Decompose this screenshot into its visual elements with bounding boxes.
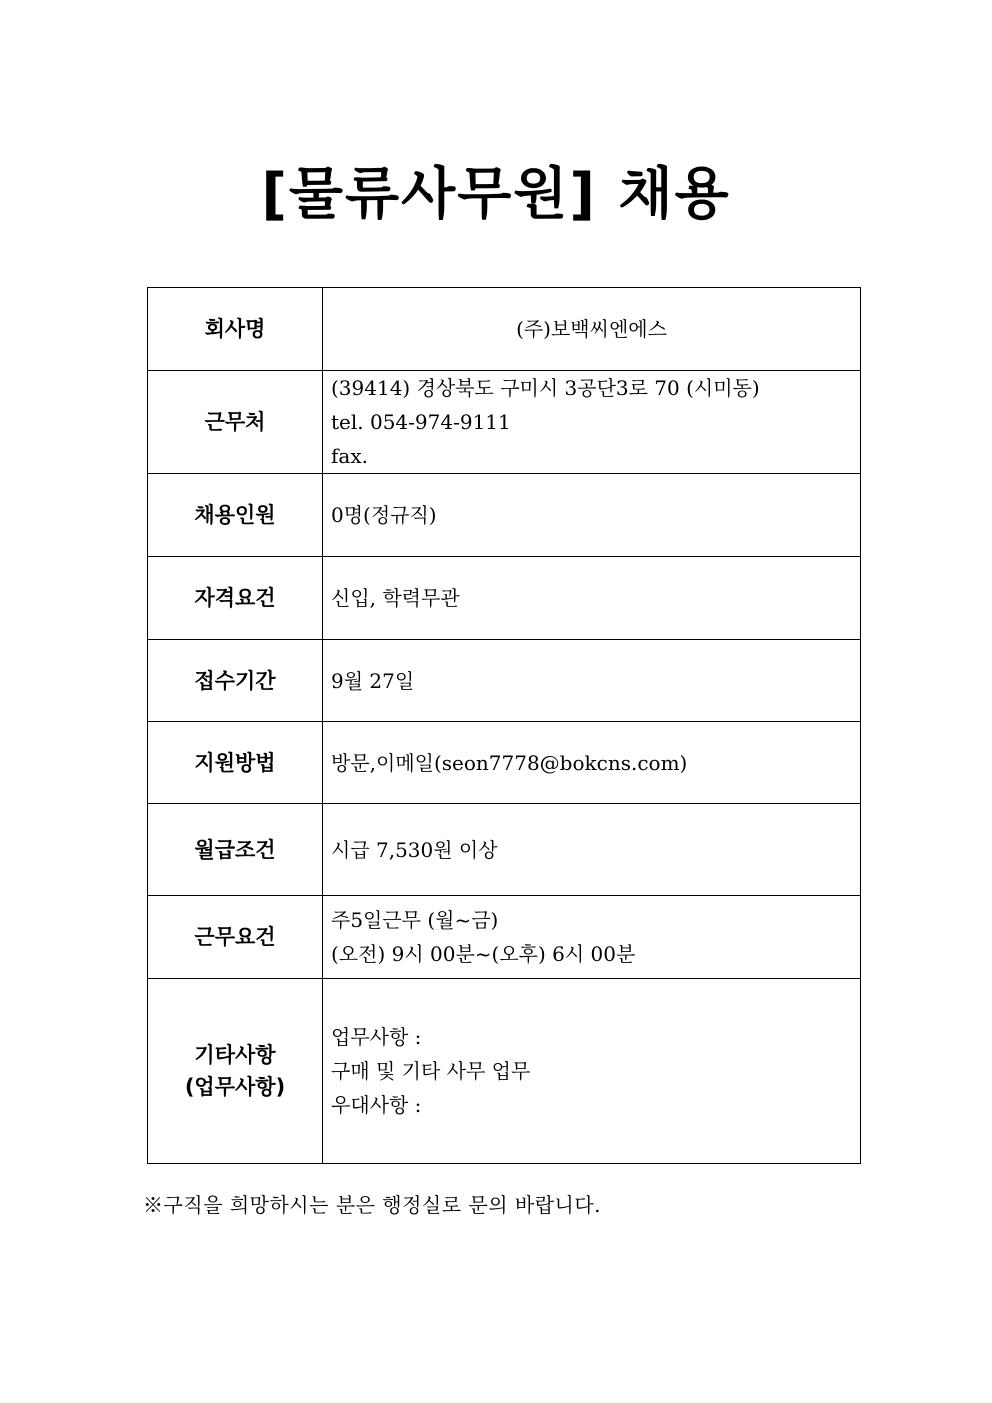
row-label: [148, 979, 323, 1164]
table-row-headcount: [148, 474, 861, 557]
qualification-text: 신입, 학력무관: [331, 586, 460, 610]
duties-label: (업무사항): [184, 1075, 286, 1099]
duties-text: 구매 및 기타 사무 업무: [331, 1059, 531, 1083]
row-value: [323, 557, 861, 640]
table-row-company: [148, 288, 861, 371]
table-row-salary: [148, 804, 861, 896]
duties-heading: 업무사항 :: [331, 1025, 422, 1049]
page-title: [물류사무원] 채용: [261, 162, 731, 227]
row-value: [323, 804, 861, 896]
table-row-workplace: [148, 371, 861, 474]
row-value: [323, 640, 861, 722]
headcount-text: 0명(정규직): [331, 503, 437, 527]
table-row-work-conditions: [148, 896, 861, 979]
table-row-period: [148, 640, 861, 722]
row-label: 자격요건: [148, 557, 323, 640]
period-text: 9월 27일: [331, 668, 415, 693]
row-value: [323, 371, 861, 474]
row-value: [323, 979, 861, 1164]
preference-heading: 우대사항 :: [331, 1093, 422, 1117]
row-label: 근무요건: [148, 896, 323, 979]
row-label: 접수기간: [148, 640, 323, 722]
company-name: (주)보백씨엔에스: [516, 317, 667, 341]
other-label: 기타사항: [194, 1043, 276, 1067]
row-value: [323, 722, 861, 804]
row-label: 월급조건: [148, 804, 323, 896]
salary-text: 시급 7,530원 이상: [331, 837, 498, 862]
row-label: 근무처: [148, 371, 323, 474]
apply-method-text: 방문,이메일(seon7778@bokcns.com): [331, 750, 688, 775]
address-text: (39414) 경상북도 구미시 3공단3로 70 (시미동): [331, 376, 760, 400]
table-row-apply-method: [148, 722, 861, 804]
row-label: 채용인원: [148, 474, 323, 557]
phone-text: tel. 054-974-9111: [331, 410, 511, 434]
fax-text: fax.: [331, 444, 368, 468]
row-label: 지원방법: [148, 722, 323, 804]
row-value: [323, 896, 861, 979]
table-row-other: [148, 979, 861, 1164]
job-info-table: [147, 287, 861, 1164]
row-value: [323, 474, 861, 557]
contact-note: ※구직을 희망하시는 분은 행정실로 문의 바랍니다.: [143, 1193, 602, 1217]
work-days-text: 주5일근무 (월~금): [331, 908, 499, 932]
row-value: [323, 288, 861, 371]
work-hours-text: (오전) 9시 00분~(오후) 6시 00분: [331, 942, 636, 966]
row-label: 회사명: [148, 288, 323, 371]
table-row-qualification: [148, 557, 861, 640]
